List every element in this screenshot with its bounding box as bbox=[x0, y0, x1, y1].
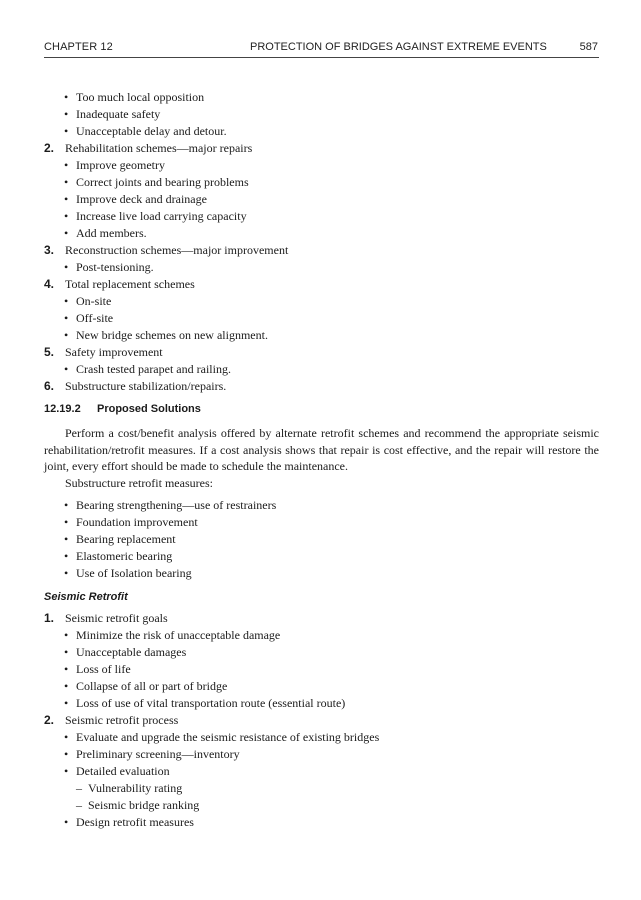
item-text: Crash tested parapet and railing. bbox=[76, 362, 231, 376]
item-text: Loss of use of vital transportation route (essential route) bbox=[76, 695, 346, 710]
bullet-item bbox=[44, 548, 599, 565]
numbered-item bbox=[44, 610, 599, 627]
bullet-item bbox=[44, 814, 599, 831]
item-text: Bearing replacement bbox=[76, 531, 176, 546]
sub-item bbox=[44, 797, 599, 814]
chapter-title: PROTECTION OF BRIDGES AGAINST EXTREME EVENTS bbox=[250, 41, 547, 53]
section-heading bbox=[44, 401, 599, 418]
bullet-item bbox=[44, 661, 599, 678]
item-text: Bearing strengthening—use of restrainers bbox=[76, 497, 277, 512]
item-text: Design retrofit measures bbox=[76, 814, 194, 829]
item-text: Increase live load carrying capacity bbox=[76, 209, 247, 223]
item-text: Foundation improvement bbox=[76, 514, 198, 529]
item-text: Minimize the risk of unacceptable damage bbox=[76, 627, 281, 642]
bullet-item bbox=[44, 225, 599, 242]
running-header bbox=[44, 41, 599, 58]
bullet-item bbox=[44, 514, 599, 531]
item-text: New bridge schemes on new alignment. bbox=[76, 328, 268, 342]
item-text: Evaluate and upgrade the seismic resistance of existing bridges bbox=[76, 729, 380, 744]
seismic-retrofit-heading: Seismic Retrofit bbox=[44, 590, 128, 603]
bullet-item bbox=[44, 293, 599, 310]
bullet-item bbox=[44, 627, 599, 644]
numbered-item bbox=[44, 344, 599, 361]
bullet-item bbox=[44, 644, 599, 661]
bullet-item bbox=[44, 191, 599, 208]
bullet-item bbox=[44, 208, 599, 225]
item-text: Substructure stabilization/repairs. bbox=[65, 379, 227, 393]
item-number: 6. bbox=[44, 379, 55, 393]
item-number: 1. bbox=[44, 610, 55, 625]
item-text: Reconstruction schemes—major improvement bbox=[65, 243, 289, 257]
item-number: 2. bbox=[44, 712, 55, 727]
item-text: Improve deck and drainage bbox=[76, 192, 207, 206]
item-text: Collapse of all or part of bridge bbox=[76, 678, 228, 693]
sub-item bbox=[44, 780, 599, 797]
item-text: Inadequate safety bbox=[76, 107, 161, 121]
item-text: Unacceptable damages bbox=[76, 644, 187, 659]
numbered-item bbox=[44, 712, 599, 729]
bullet-item bbox=[44, 174, 599, 191]
item-number: 4. bbox=[44, 277, 55, 291]
bullet-item bbox=[44, 106, 599, 123]
bullet-item bbox=[44, 678, 599, 695]
item-text: Safety improvement bbox=[65, 345, 163, 359]
retrofit-schemes-list bbox=[44, 89, 599, 395]
item-text: Add members. bbox=[76, 226, 147, 240]
bullet-item bbox=[44, 361, 599, 378]
item-text: Correct joints and bearing problems bbox=[76, 175, 249, 189]
bullet-item bbox=[44, 695, 599, 712]
bullet-item bbox=[44, 259, 599, 276]
item-text: Unacceptable delay and detour. bbox=[76, 124, 227, 138]
bullet-item bbox=[44, 746, 599, 763]
bullet-item bbox=[44, 310, 599, 327]
bullet-item bbox=[44, 327, 599, 344]
seismic-retrofit-list bbox=[44, 610, 599, 831]
numbered-item bbox=[44, 140, 599, 157]
bullet-item bbox=[44, 157, 599, 174]
item-text: Use of Isolation bearing bbox=[76, 565, 192, 580]
bullet-item bbox=[44, 763, 599, 780]
item-text: Detailed evaluation bbox=[76, 763, 170, 778]
item-text: Off-site bbox=[76, 311, 114, 325]
item-text: Seismic bridge ranking bbox=[88, 797, 200, 812]
item-number: 5. bbox=[44, 345, 55, 359]
chapter-label: CHAPTER 12 bbox=[44, 41, 113, 53]
numbered-item bbox=[44, 378, 599, 395]
item-text: Total replacement schemes bbox=[65, 277, 195, 291]
item-text: Loss of life bbox=[76, 661, 131, 676]
section-paragraph: Perform a cost/benefit analysis offered by alternate retrofit schemes and recommend the appropriate seismic rehabilitation/retrofit measures. If a cost analysis shows that repair is cost effective, and the repair will restore the joint, every effort should be made to schedule the maintenance. bbox=[44, 426, 599, 473]
substructure-intro: Substructure retrofit measures: bbox=[65, 475, 213, 490]
bullet-item bbox=[44, 565, 599, 582]
item-text: Rehabilitation schemes—major repairs bbox=[65, 141, 253, 155]
item-text: Elastomeric bearing bbox=[76, 548, 173, 563]
item-text: Improve geometry bbox=[76, 158, 165, 172]
page-number: 587 bbox=[579, 41, 598, 53]
item-text: Too much local opposition bbox=[76, 90, 205, 104]
numbered-item bbox=[44, 276, 599, 293]
section-title: Proposed Solutions bbox=[97, 403, 201, 415]
section-number: 12.19.2 bbox=[44, 403, 81, 415]
bullet-item bbox=[44, 123, 599, 140]
page-body bbox=[44, 89, 599, 831]
item-text: On-site bbox=[76, 294, 112, 308]
bullet-item bbox=[44, 497, 599, 514]
numbered-item bbox=[44, 242, 599, 259]
item-number: 2. bbox=[44, 141, 55, 155]
item-text: Seismic retrofit process bbox=[65, 712, 179, 727]
bullet-item bbox=[44, 531, 599, 548]
item-text: Preliminary screening—inventory bbox=[76, 746, 240, 761]
item-text: Seismic retrofit goals bbox=[65, 610, 168, 625]
item-text: Post-tensioning. bbox=[76, 260, 154, 274]
item-text: Vulnerability rating bbox=[88, 780, 183, 795]
bullet-item bbox=[44, 89, 599, 106]
substructure-measures-list bbox=[44, 497, 599, 582]
item-number: 3. bbox=[44, 243, 55, 257]
bullet-item bbox=[44, 729, 599, 746]
